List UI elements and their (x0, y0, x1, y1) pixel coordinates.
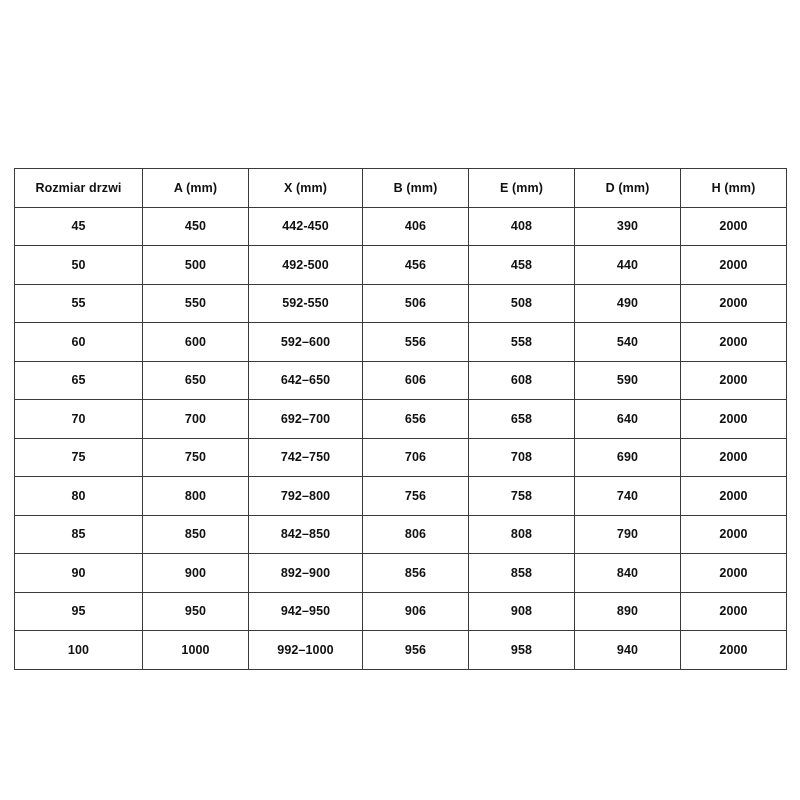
cell-e: 608 (469, 361, 575, 400)
cell-a: 550 (143, 284, 249, 323)
cell-size: 60 (15, 323, 143, 362)
cell-d: 840 (575, 554, 681, 593)
column-header-x: X (mm) (249, 169, 363, 208)
cell-x: 742–750 (249, 438, 363, 477)
cell-d: 640 (575, 400, 681, 439)
cell-e: 558 (469, 323, 575, 362)
cell-h: 2000 (681, 361, 787, 400)
column-header-b: B (mm) (363, 169, 469, 208)
table-row (15, 592, 787, 631)
cell-b: 656 (363, 400, 469, 439)
cell-d: 490 (575, 284, 681, 323)
cell-e: 858 (469, 554, 575, 593)
table-row (15, 207, 787, 246)
cell-b: 906 (363, 592, 469, 631)
cell-b: 556 (363, 323, 469, 362)
cell-x: 892–900 (249, 554, 363, 593)
cell-a: 900 (143, 554, 249, 593)
cell-a: 650 (143, 361, 249, 400)
cell-d: 890 (575, 592, 681, 631)
table-header (15, 169, 787, 208)
table-row (15, 554, 787, 593)
cell-x: 692–700 (249, 400, 363, 439)
cell-b: 706 (363, 438, 469, 477)
cell-x: 642–650 (249, 361, 363, 400)
table-row (15, 361, 787, 400)
cell-h: 2000 (681, 246, 787, 285)
cell-e: 458 (469, 246, 575, 285)
cell-h: 2000 (681, 207, 787, 246)
cell-e: 958 (469, 631, 575, 670)
cell-h: 2000 (681, 438, 787, 477)
cell-d: 390 (575, 207, 681, 246)
cell-e: 708 (469, 438, 575, 477)
cell-a: 450 (143, 207, 249, 246)
column-header-h: H (mm) (681, 169, 787, 208)
cell-size: 90 (15, 554, 143, 593)
cell-d: 540 (575, 323, 681, 362)
cell-b: 456 (363, 246, 469, 285)
cell-a: 1000 (143, 631, 249, 670)
table-row (15, 631, 787, 670)
cell-d: 440 (575, 246, 681, 285)
cell-size: 55 (15, 284, 143, 323)
cell-x: 792–800 (249, 477, 363, 516)
cell-size: 65 (15, 361, 143, 400)
table-row (15, 515, 787, 554)
cell-b: 406 (363, 207, 469, 246)
table-row (15, 477, 787, 516)
cell-b: 956 (363, 631, 469, 670)
cell-size: 75 (15, 438, 143, 477)
cell-x: 942–950 (249, 592, 363, 631)
cell-a: 850 (143, 515, 249, 554)
column-header-d: D (mm) (575, 169, 681, 208)
cell-b: 806 (363, 515, 469, 554)
cell-h: 2000 (681, 515, 787, 554)
cell-e: 808 (469, 515, 575, 554)
cell-a: 950 (143, 592, 249, 631)
cell-x: 842–850 (249, 515, 363, 554)
cell-size: 70 (15, 400, 143, 439)
column-header-a: A (mm) (143, 169, 249, 208)
cell-x: 592-550 (249, 284, 363, 323)
column-header-e: E (mm) (469, 169, 575, 208)
table-row (15, 323, 787, 362)
spec-table-container (14, 168, 786, 670)
cell-d: 590 (575, 361, 681, 400)
cell-h: 2000 (681, 631, 787, 670)
cell-d: 740 (575, 477, 681, 516)
cell-b: 756 (363, 477, 469, 516)
cell-b: 856 (363, 554, 469, 593)
cell-h: 2000 (681, 323, 787, 362)
cell-b: 506 (363, 284, 469, 323)
cell-a: 600 (143, 323, 249, 362)
cell-e: 758 (469, 477, 575, 516)
table-header-row (15, 169, 787, 208)
cell-size: 45 (15, 207, 143, 246)
column-header-rozmiar-drzwi: Rozmiar drzwi (15, 169, 143, 208)
cell-size: 85 (15, 515, 143, 554)
cell-e: 658 (469, 400, 575, 439)
cell-a: 700 (143, 400, 249, 439)
cell-d: 690 (575, 438, 681, 477)
cell-a: 750 (143, 438, 249, 477)
cell-x: 592–600 (249, 323, 363, 362)
cell-x: 992–1000 (249, 631, 363, 670)
cell-e: 508 (469, 284, 575, 323)
cell-h: 2000 (681, 477, 787, 516)
table-row (15, 284, 787, 323)
cell-h: 2000 (681, 554, 787, 593)
cell-h: 2000 (681, 400, 787, 439)
table-row (15, 400, 787, 439)
cell-e: 408 (469, 207, 575, 246)
door-size-specification-table (14, 168, 787, 670)
table-body (15, 207, 787, 669)
cell-d: 940 (575, 631, 681, 670)
cell-b: 606 (363, 361, 469, 400)
cell-size: 50 (15, 246, 143, 285)
table-row (15, 438, 787, 477)
cell-h: 2000 (681, 284, 787, 323)
cell-e: 908 (469, 592, 575, 631)
cell-h: 2000 (681, 592, 787, 631)
cell-x: 492-500 (249, 246, 363, 285)
cell-size: 100 (15, 631, 143, 670)
cell-a: 800 (143, 477, 249, 516)
table-row (15, 246, 787, 285)
cell-size: 95 (15, 592, 143, 631)
cell-x: 442-450 (249, 207, 363, 246)
cell-size: 80 (15, 477, 143, 516)
cell-d: 790 (575, 515, 681, 554)
cell-a: 500 (143, 246, 249, 285)
